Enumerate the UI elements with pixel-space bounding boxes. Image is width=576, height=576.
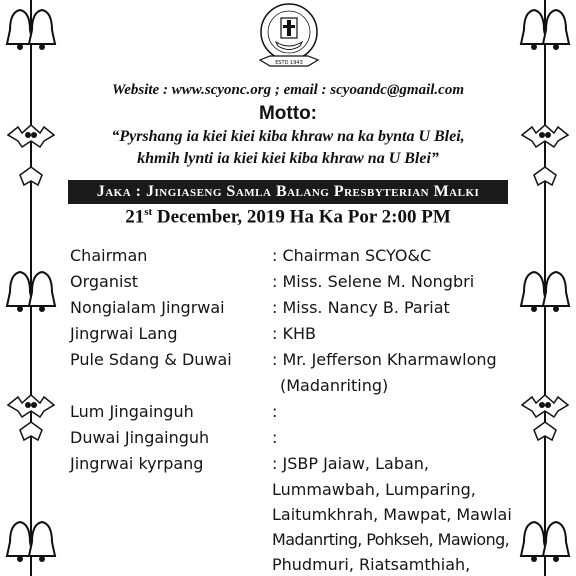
programme-label: Lum Jingainguh (70, 402, 194, 421)
programme-value: : KHB (272, 324, 316, 343)
programme-value: : Miss. Nancy B. Pariat (272, 298, 450, 317)
programme-label: Jingrwai Lang (70, 324, 178, 343)
venue-banner: Jaka : Jingiaseng Samla Balang Presbyterian Malki (68, 180, 508, 204)
programme-label: Duwai Jingainguh (70, 428, 210, 447)
website-email-line: Website : www.scyonc.org ; email : scyoandc@gmail.com (111, 82, 465, 98)
programme-value: : (272, 428, 278, 447)
date-rest: December, 2019 Ha Ka Por 2:00 PM (152, 206, 451, 228)
motto-line-1: “Pyrshang ia kiei kiei kiba khraw na ka bynta U Blei, (111, 128, 465, 145)
programme-label: Chairman (70, 246, 148, 265)
programme-value: : (272, 402, 278, 421)
programme-label: Pule Sdang & Duwai (70, 350, 232, 369)
motto-title: Motto: (258, 103, 318, 124)
organization-seal-logo (250, 0, 328, 76)
date-suffix: st (144, 206, 153, 218)
programme-label: Organist (70, 272, 139, 291)
pule-sdang-continuation: (Madanriting) (280, 376, 389, 395)
date-day: 21 (125, 206, 145, 228)
motto-line-2: khmih lynti ia kiei kiei kiba khraw na U Blei” (137, 150, 439, 167)
kyrpang-continuation-line: Lummawbah, Lumparing, (272, 480, 476, 499)
programme-value: : Miss. Selene M. Nongbri (272, 272, 475, 291)
programme-label: Nongialam Jingrwai (70, 298, 225, 317)
kyrpang-continuation-line: Phudmuri, Riatsamthiah, (272, 555, 471, 574)
kyrpang-continuation-line: Madanrting, Pohkseh, Mawiong, (272, 530, 510, 549)
event-date-time (0, 206, 576, 228)
programme-label: Jingrwai kyrpang (70, 454, 204, 473)
programme-value: : JSBP Jaiaw, Laban, (272, 454, 429, 473)
programme-value: : Chairman SCYO&C (272, 246, 432, 265)
svg-text:ESTD 1943: ESTD 1943 (275, 60, 303, 66)
kyrpang-continuation-line: Laitumkhrah, Mawpat, Mawlai (272, 505, 512, 524)
programme-value: : Mr. Jefferson Kharmawlong (272, 350, 497, 369)
